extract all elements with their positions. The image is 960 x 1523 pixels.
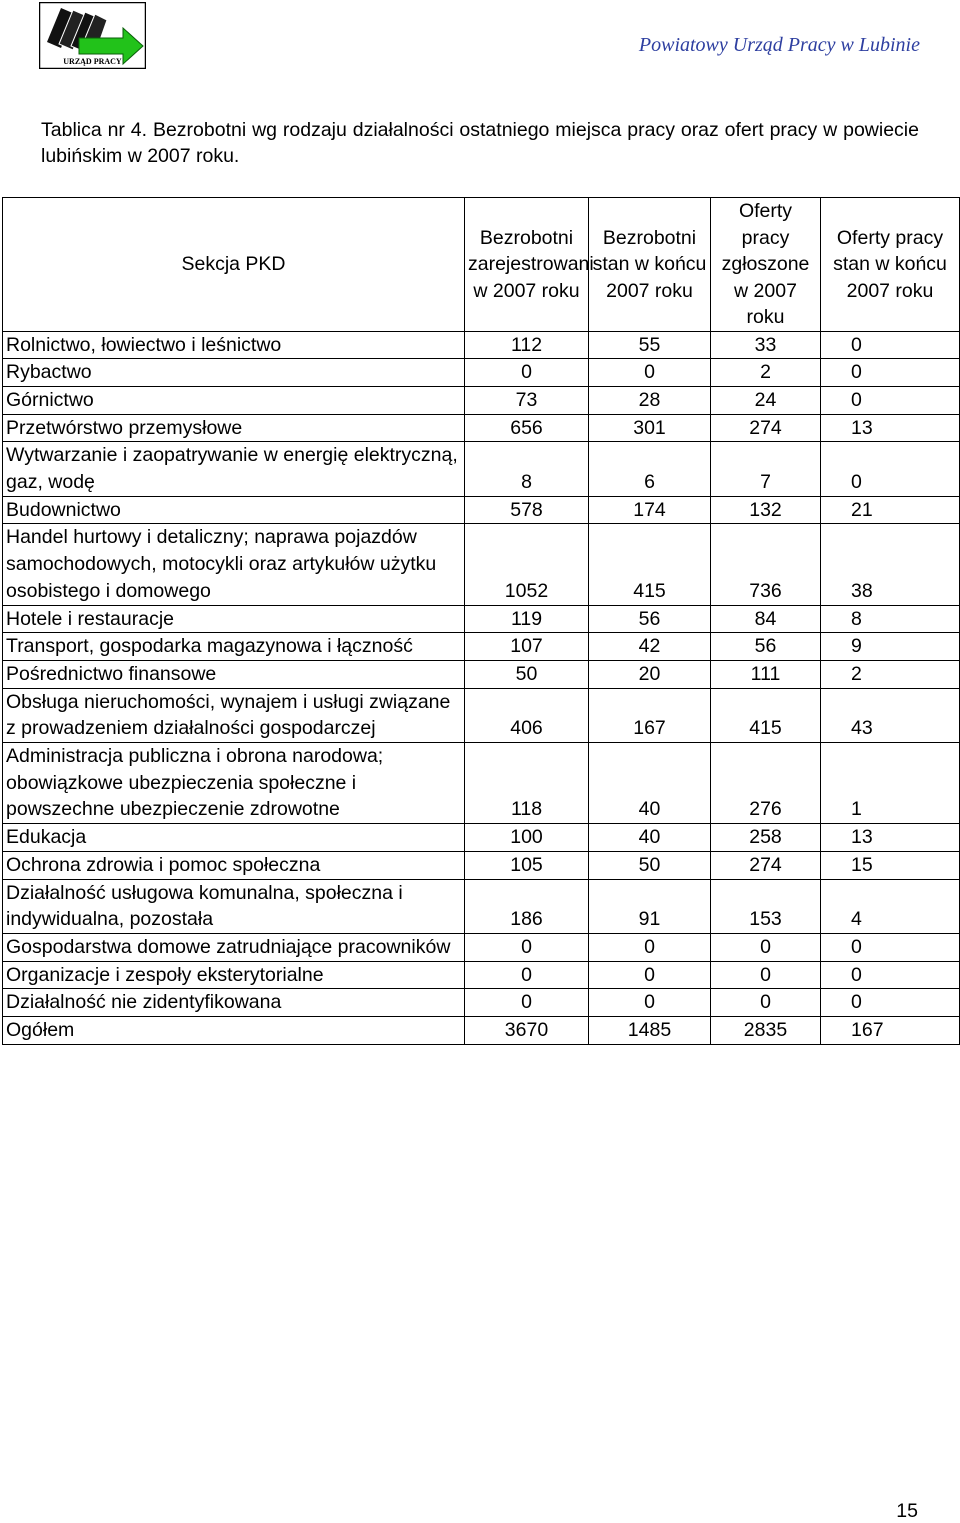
header-bezrobotni-stan: Bezrobotni stan w końcu 2007 roku xyxy=(589,198,711,332)
unemployment-table xyxy=(2,197,960,1045)
cell-oferty-stan: 0 xyxy=(821,989,960,1017)
table-row xyxy=(3,386,960,414)
cell-oferty-zgloszone: 7 xyxy=(711,442,821,496)
cell-oferty-zgloszone: 0 xyxy=(711,933,821,961)
table-row xyxy=(3,414,960,442)
header-title: Powiatowy Urząd Pracy w Lubinie xyxy=(638,34,920,56)
cell-bezrobotni-zarejestrowani: 578 xyxy=(465,496,589,524)
cell-bezrobotni-stan: 56 xyxy=(589,605,711,633)
cell-oferty-zgloszone: 736 xyxy=(711,524,821,605)
table-row xyxy=(3,879,960,933)
cell-oferty-zgloszone: 24 xyxy=(711,386,821,414)
cell-bezrobotni-zarejestrowani: 0 xyxy=(465,933,589,961)
cell-oferty-stan: 21 xyxy=(821,496,960,524)
cell-oferty-zgloszone: 415 xyxy=(711,688,821,742)
cell-bezrobotni-zarejestrowani: 3670 xyxy=(465,1017,589,1045)
cell-bezrobotni-stan: 40 xyxy=(589,824,711,852)
cell-bezrobotni-stan: 0 xyxy=(589,989,711,1017)
cell-oferty-stan: 0 xyxy=(821,386,960,414)
cell-oferty-stan: 8 xyxy=(821,605,960,633)
table-row xyxy=(3,989,960,1017)
cell-bezrobotni-zarejestrowani: 8 xyxy=(465,442,589,496)
row-name: Pośrednictwo finansowe xyxy=(3,660,465,688)
cell-bezrobotni-zarejestrowani: 100 xyxy=(465,824,589,852)
row-name: Działalność nie zidentyfikowana xyxy=(3,989,465,1017)
cell-bezrobotni-zarejestrowani: 406 xyxy=(465,688,589,742)
cell-bezrobotni-stan: 301 xyxy=(589,414,711,442)
cell-bezrobotni-zarejestrowani: 119 xyxy=(465,605,589,633)
row-name: Hotele i restauracje xyxy=(3,605,465,633)
cell-oferty-zgloszone: 84 xyxy=(711,605,821,633)
cell-oferty-stan: 0 xyxy=(821,961,960,989)
row-name: Przetwórstwo przemysłowe xyxy=(3,414,465,442)
table-header-row xyxy=(3,198,960,332)
cell-bezrobotni-stan: 40 xyxy=(589,743,711,824)
row-name: Budownictwo xyxy=(3,496,465,524)
row-name: Górnictwo xyxy=(3,386,465,414)
cell-oferty-stan: 0 xyxy=(821,331,960,359)
cell-oferty-zgloszone: 0 xyxy=(711,961,821,989)
cell-oferty-zgloszone: 33 xyxy=(711,331,821,359)
cell-oferty-zgloszone: 153 xyxy=(711,879,821,933)
cell-oferty-zgloszone: 132 xyxy=(711,496,821,524)
cell-bezrobotni-stan: 174 xyxy=(589,496,711,524)
cell-oferty-stan: 9 xyxy=(821,633,960,661)
cell-oferty-stan: 1 xyxy=(821,743,960,824)
cell-oferty-stan: 43 xyxy=(821,688,960,742)
cell-bezrobotni-zarejestrowani: 112 xyxy=(465,331,589,359)
cell-bezrobotni-zarejestrowani: 186 xyxy=(465,879,589,933)
cell-bezrobotni-stan: 42 xyxy=(589,633,711,661)
table-row xyxy=(3,743,960,824)
cell-oferty-stan: 0 xyxy=(821,359,960,387)
cell-bezrobotni-stan: 167 xyxy=(589,688,711,742)
row-name: Organizacje i zespoły eksterytorialne xyxy=(3,961,465,989)
cell-oferty-stan: 167 xyxy=(821,1017,960,1045)
header-oferty-zgloszone: Oferty pracy zgłoszone w 2007 roku xyxy=(711,198,821,332)
cell-bezrobotni-zarejestrowani: 73 xyxy=(465,386,589,414)
cell-oferty-zgloszone: 0 xyxy=(711,989,821,1017)
urzad-pracy-logo xyxy=(39,2,146,69)
table-row xyxy=(3,688,960,742)
cell-oferty-stan: 13 xyxy=(821,414,960,442)
table-row xyxy=(3,442,960,496)
row-name: Ochrona zdrowia i pomoc społeczna xyxy=(3,851,465,879)
cell-oferty-zgloszone: 2 xyxy=(711,359,821,387)
header-oferty-stan: Oferty pracy stan w końcu 2007 roku xyxy=(821,198,960,332)
cell-bezrobotni-stan: 28 xyxy=(589,386,711,414)
row-name: Ogółem xyxy=(3,1017,465,1045)
table-row xyxy=(3,824,960,852)
table-row xyxy=(3,851,960,879)
cell-oferty-zgloszone: 258 xyxy=(711,824,821,852)
cell-bezrobotni-stan: 55 xyxy=(589,331,711,359)
cell-oferty-stan: 38 xyxy=(821,524,960,605)
page-number: 15 xyxy=(896,1500,918,1522)
table-caption: Tablica nr 4. Bezrobotni wg rodzaju działalności ostatniego miejsca pracy oraz ofert pracy w powiecie lubińskim w 2007 roku. xyxy=(41,119,919,167)
cell-bezrobotni-stan: 0 xyxy=(589,961,711,989)
table-row xyxy=(3,331,960,359)
cell-bezrobotni-stan: 1485 xyxy=(589,1017,711,1045)
cell-oferty-zgloszone: 56 xyxy=(711,633,821,661)
cell-bezrobotni-stan: 0 xyxy=(589,359,711,387)
table-row xyxy=(3,660,960,688)
row-name: Wytwarzanie i zaopatrywanie w energię elektryczną, gaz, wodę xyxy=(3,442,465,496)
cell-bezrobotni-zarejestrowani: 107 xyxy=(465,633,589,661)
cell-bezrobotni-zarejestrowani: 0 xyxy=(465,359,589,387)
table-row xyxy=(3,633,960,661)
cell-bezrobotni-stan: 0 xyxy=(589,933,711,961)
header-bezrobotni-zarejestrowani: Bezrobotni zarejestrowani w 2007 roku xyxy=(465,198,589,332)
cell-bezrobotni-zarejestrowani: 105 xyxy=(465,851,589,879)
row-name: Rolnictwo, łowiectwo i leśnictwo xyxy=(3,331,465,359)
cell-oferty-zgloszone: 276 xyxy=(711,743,821,824)
cell-bezrobotni-zarejestrowani: 0 xyxy=(465,961,589,989)
row-name: Obsługa nieruchomości, wynajem i usługi związane z prowadzeniem działalności gospodarczej xyxy=(3,688,465,742)
cell-oferty-zgloszone: 274 xyxy=(711,414,821,442)
cell-oferty-zgloszone: 274 xyxy=(711,851,821,879)
cell-bezrobotni-zarejestrowani: 0 xyxy=(465,989,589,1017)
cell-bezrobotni-zarejestrowani: 1052 xyxy=(465,524,589,605)
table-row xyxy=(3,933,960,961)
row-name: Administracja publiczna i obrona narodowa; obowiązkowe ubezpieczenia społeczne i powszechne ubezpieczenie zdrowotne xyxy=(3,743,465,824)
cell-oferty-zgloszone: 2835 xyxy=(711,1017,821,1045)
row-name: Transport, gospodarka magazynowa i łączność xyxy=(3,633,465,661)
cell-oferty-stan: 4 xyxy=(821,879,960,933)
table-row xyxy=(3,605,960,633)
cell-bezrobotni-stan: 91 xyxy=(589,879,711,933)
table-row xyxy=(3,359,960,387)
cell-bezrobotni-zarejestrowani: 118 xyxy=(465,743,589,824)
cell-oferty-stan: 15 xyxy=(821,851,960,879)
table-row xyxy=(3,961,960,989)
cell-bezrobotni-stan: 20 xyxy=(589,660,711,688)
cell-oferty-stan: 0 xyxy=(821,933,960,961)
cell-oferty-stan: 0 xyxy=(821,442,960,496)
cell-bezrobotni-stan: 415 xyxy=(589,524,711,605)
cell-oferty-zgloszone: 111 xyxy=(711,660,821,688)
table-row xyxy=(3,496,960,524)
row-name: Działalność usługowa komunalna, społeczna i indywidualna, pozostała xyxy=(3,879,465,933)
logo-text: URZĄD PRACY xyxy=(63,57,122,66)
table-total-row xyxy=(3,1017,960,1045)
row-name: Gospodarstwa domowe zatrudniające pracowników xyxy=(3,933,465,961)
cell-bezrobotni-stan: 6 xyxy=(589,442,711,496)
table-row xyxy=(3,524,960,605)
cell-oferty-stan: 13 xyxy=(821,824,960,852)
cell-bezrobotni-zarejestrowani: 656 xyxy=(465,414,589,442)
header-sekcja-pkd: Sekcja PKD xyxy=(3,198,465,332)
cell-bezrobotni-stan: 50 xyxy=(589,851,711,879)
cell-oferty-stan: 2 xyxy=(821,660,960,688)
row-name: Edukacja xyxy=(3,824,465,852)
table-body xyxy=(3,331,960,1044)
cell-bezrobotni-zarejestrowani: 50 xyxy=(465,660,589,688)
row-name: Rybactwo xyxy=(3,359,465,387)
row-name: Handel hurtowy i detaliczny; naprawa pojazdów samochodowych, motocykli oraz artykułów użytku osobistego i domowego xyxy=(3,524,465,605)
